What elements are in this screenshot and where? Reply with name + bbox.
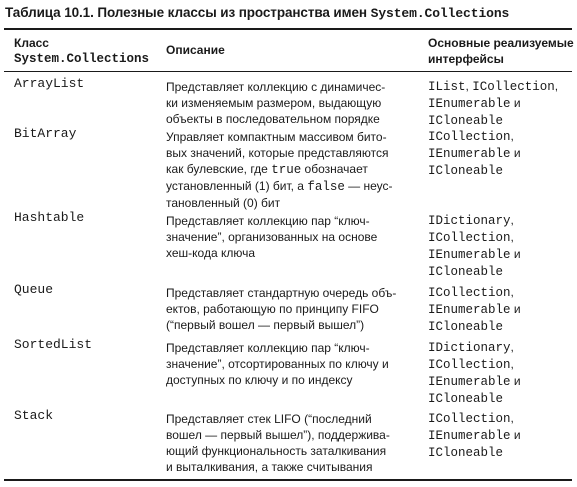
desc-line: хеш-кода ключа (166, 246, 256, 260)
desc-line: доступных по ключу и по индексу (166, 373, 353, 387)
desc-line (166, 178, 393, 195)
table-caption (5, 5, 509, 21)
ifc-line (428, 78, 558, 95)
ifc-line (428, 263, 521, 280)
class-name-queue: Queue (14, 282, 54, 297)
interfaces-sortedlist (428, 339, 521, 407)
desc-line: объекты в последовательном порядке (166, 112, 380, 126)
interfaces-hashtable (428, 212, 521, 280)
desc-text: обозначает (301, 162, 368, 176)
desc-line: Представляет коллекцию пар “ключ- (166, 341, 370, 355)
ifc-line (428, 390, 521, 407)
interface-name: ICloneable (428, 114, 504, 128)
desc-line: ектов, работающую по принципу FIFO (166, 302, 379, 316)
ifc-line (428, 410, 521, 427)
interface-name: IEnumerable (428, 97, 511, 111)
interface-name: ICollection (428, 231, 511, 245)
interfaces-bitarray (428, 128, 521, 179)
class-name-sortedlist: SortedList (14, 337, 93, 352)
interfaces-queue (428, 284, 521, 335)
desc-line: Представляет стек LIFO (“последний (166, 412, 372, 426)
description-stack (166, 411, 390, 475)
interface-name: IEnumerable (428, 147, 511, 161)
interfaces-arraylist (428, 78, 558, 129)
top-rule (4, 28, 572, 30)
desc-line: тановленный (0) бит (166, 196, 281, 210)
ifc-line (428, 356, 521, 373)
ifc-line (428, 318, 521, 335)
desc-line: ки изменяемым размером, выдающую (166, 96, 382, 110)
interface-name: IDictionary (428, 214, 511, 228)
desc-line: вых значений, которые представляются (166, 146, 389, 160)
desc-line: значение”, организованных на основе (166, 230, 378, 244)
description-sortedlist (166, 340, 389, 388)
interface-name: ICollection (428, 358, 511, 372)
interface-name: IEnumerable (428, 248, 511, 262)
desc-line: ющий функциональность заталкивания (166, 444, 387, 458)
class-name-bitarray: BitArray (14, 126, 77, 141)
header-interfaces-l2: интерфейсы (428, 52, 504, 66)
header-interfaces-l1: Основные реализуемые (428, 36, 574, 50)
conjunction: и (510, 302, 521, 316)
header-class-label: Класс (14, 36, 49, 50)
ifc-line (428, 162, 521, 179)
interface-name: ICollection (428, 286, 511, 300)
desc-line: (“первый вошел — первый вышел”) (166, 318, 365, 332)
conjunction: и (510, 247, 521, 261)
caption-prefix: Таблица 10.1. Полезные классы из пространства имен (5, 5, 371, 20)
ifc-line (428, 284, 521, 301)
ifc-line (428, 212, 521, 229)
separator: , (510, 340, 514, 354)
interface-name: ICloneable (428, 265, 504, 279)
separator: , (510, 285, 514, 299)
desc-line: значение”, отсортированных по ключу и (166, 357, 389, 371)
conjunction: и (510, 374, 521, 388)
desc-line: и выталкивания, а также считывания (166, 460, 373, 474)
ifc-line (428, 373, 521, 390)
interface-name: ICloneable (428, 446, 504, 460)
desc-line: Представляет коллекцию пар “ключ- (166, 214, 370, 228)
caption-namespace: System.Collections (370, 6, 510, 21)
interface-name: ICloneable (428, 164, 504, 178)
ifc-line (428, 128, 521, 145)
conjunction: и (510, 146, 521, 160)
desc-text: — неус- (344, 179, 393, 193)
desc-line: Представляет стандартную очередь объ- (166, 286, 397, 300)
ifc-line (428, 229, 521, 246)
ifc-line (428, 246, 521, 263)
desc-line (166, 161, 393, 178)
description-hashtable (166, 213, 377, 261)
separator: , (554, 79, 559, 93)
conjunction: и (510, 96, 521, 110)
interface-name: IEnumerable (428, 303, 511, 317)
interface-name: IEnumerable (428, 429, 511, 443)
header-rule (4, 71, 572, 72)
description-arraylist (166, 79, 385, 127)
ifc-line (428, 301, 521, 318)
interface-name: ICloneable (428, 392, 504, 406)
class-name-arraylist: ArrayList (14, 76, 85, 91)
header-description: Описание (166, 43, 225, 57)
interface-name: ICollection (472, 80, 555, 94)
separator: , (510, 129, 514, 143)
interface-name: IDictionary (428, 341, 511, 355)
separator: , (510, 230, 514, 244)
ifc-line (428, 427, 521, 444)
header-class-namespace: System.Collections (14, 52, 150, 66)
interface-name: IEnumerable (428, 375, 511, 389)
ifc-line (428, 145, 521, 162)
separator: , (510, 357, 514, 371)
description-bitarray (166, 129, 393, 211)
interfaces-stack (428, 410, 521, 461)
ifc-line (428, 95, 558, 112)
keyword-false: false (307, 180, 345, 194)
desc-line: Представляет коллекцию с динамичес- (166, 80, 386, 94)
conjunction: и (510, 428, 521, 442)
interface-name: IList (428, 80, 466, 94)
separator: , (465, 79, 473, 93)
ifc-line (428, 112, 558, 129)
interface-name: ICollection (428, 130, 511, 144)
header-interfaces (428, 35, 574, 67)
desc-text: установленный (1) бит, а (166, 179, 308, 193)
desc-text: как булевские, где (166, 162, 272, 176)
header-class (14, 35, 149, 67)
ifc-line (428, 444, 521, 461)
description-queue (166, 285, 396, 333)
interface-name: ICollection (428, 412, 511, 426)
separator: , (510, 213, 514, 227)
ifc-line (428, 339, 521, 356)
class-name-stack: Stack (14, 408, 54, 423)
desc-line: Управляет компактным массивом бито- (166, 130, 387, 144)
interface-name: ICloneable (428, 320, 504, 334)
bottom-rule (4, 479, 572, 481)
class-name-hashtable: Hashtable (14, 210, 85, 225)
keyword-true: true (271, 163, 302, 177)
separator: , (510, 411, 514, 425)
desc-line: вошел — первый вышел”), поддержива- (166, 428, 390, 442)
